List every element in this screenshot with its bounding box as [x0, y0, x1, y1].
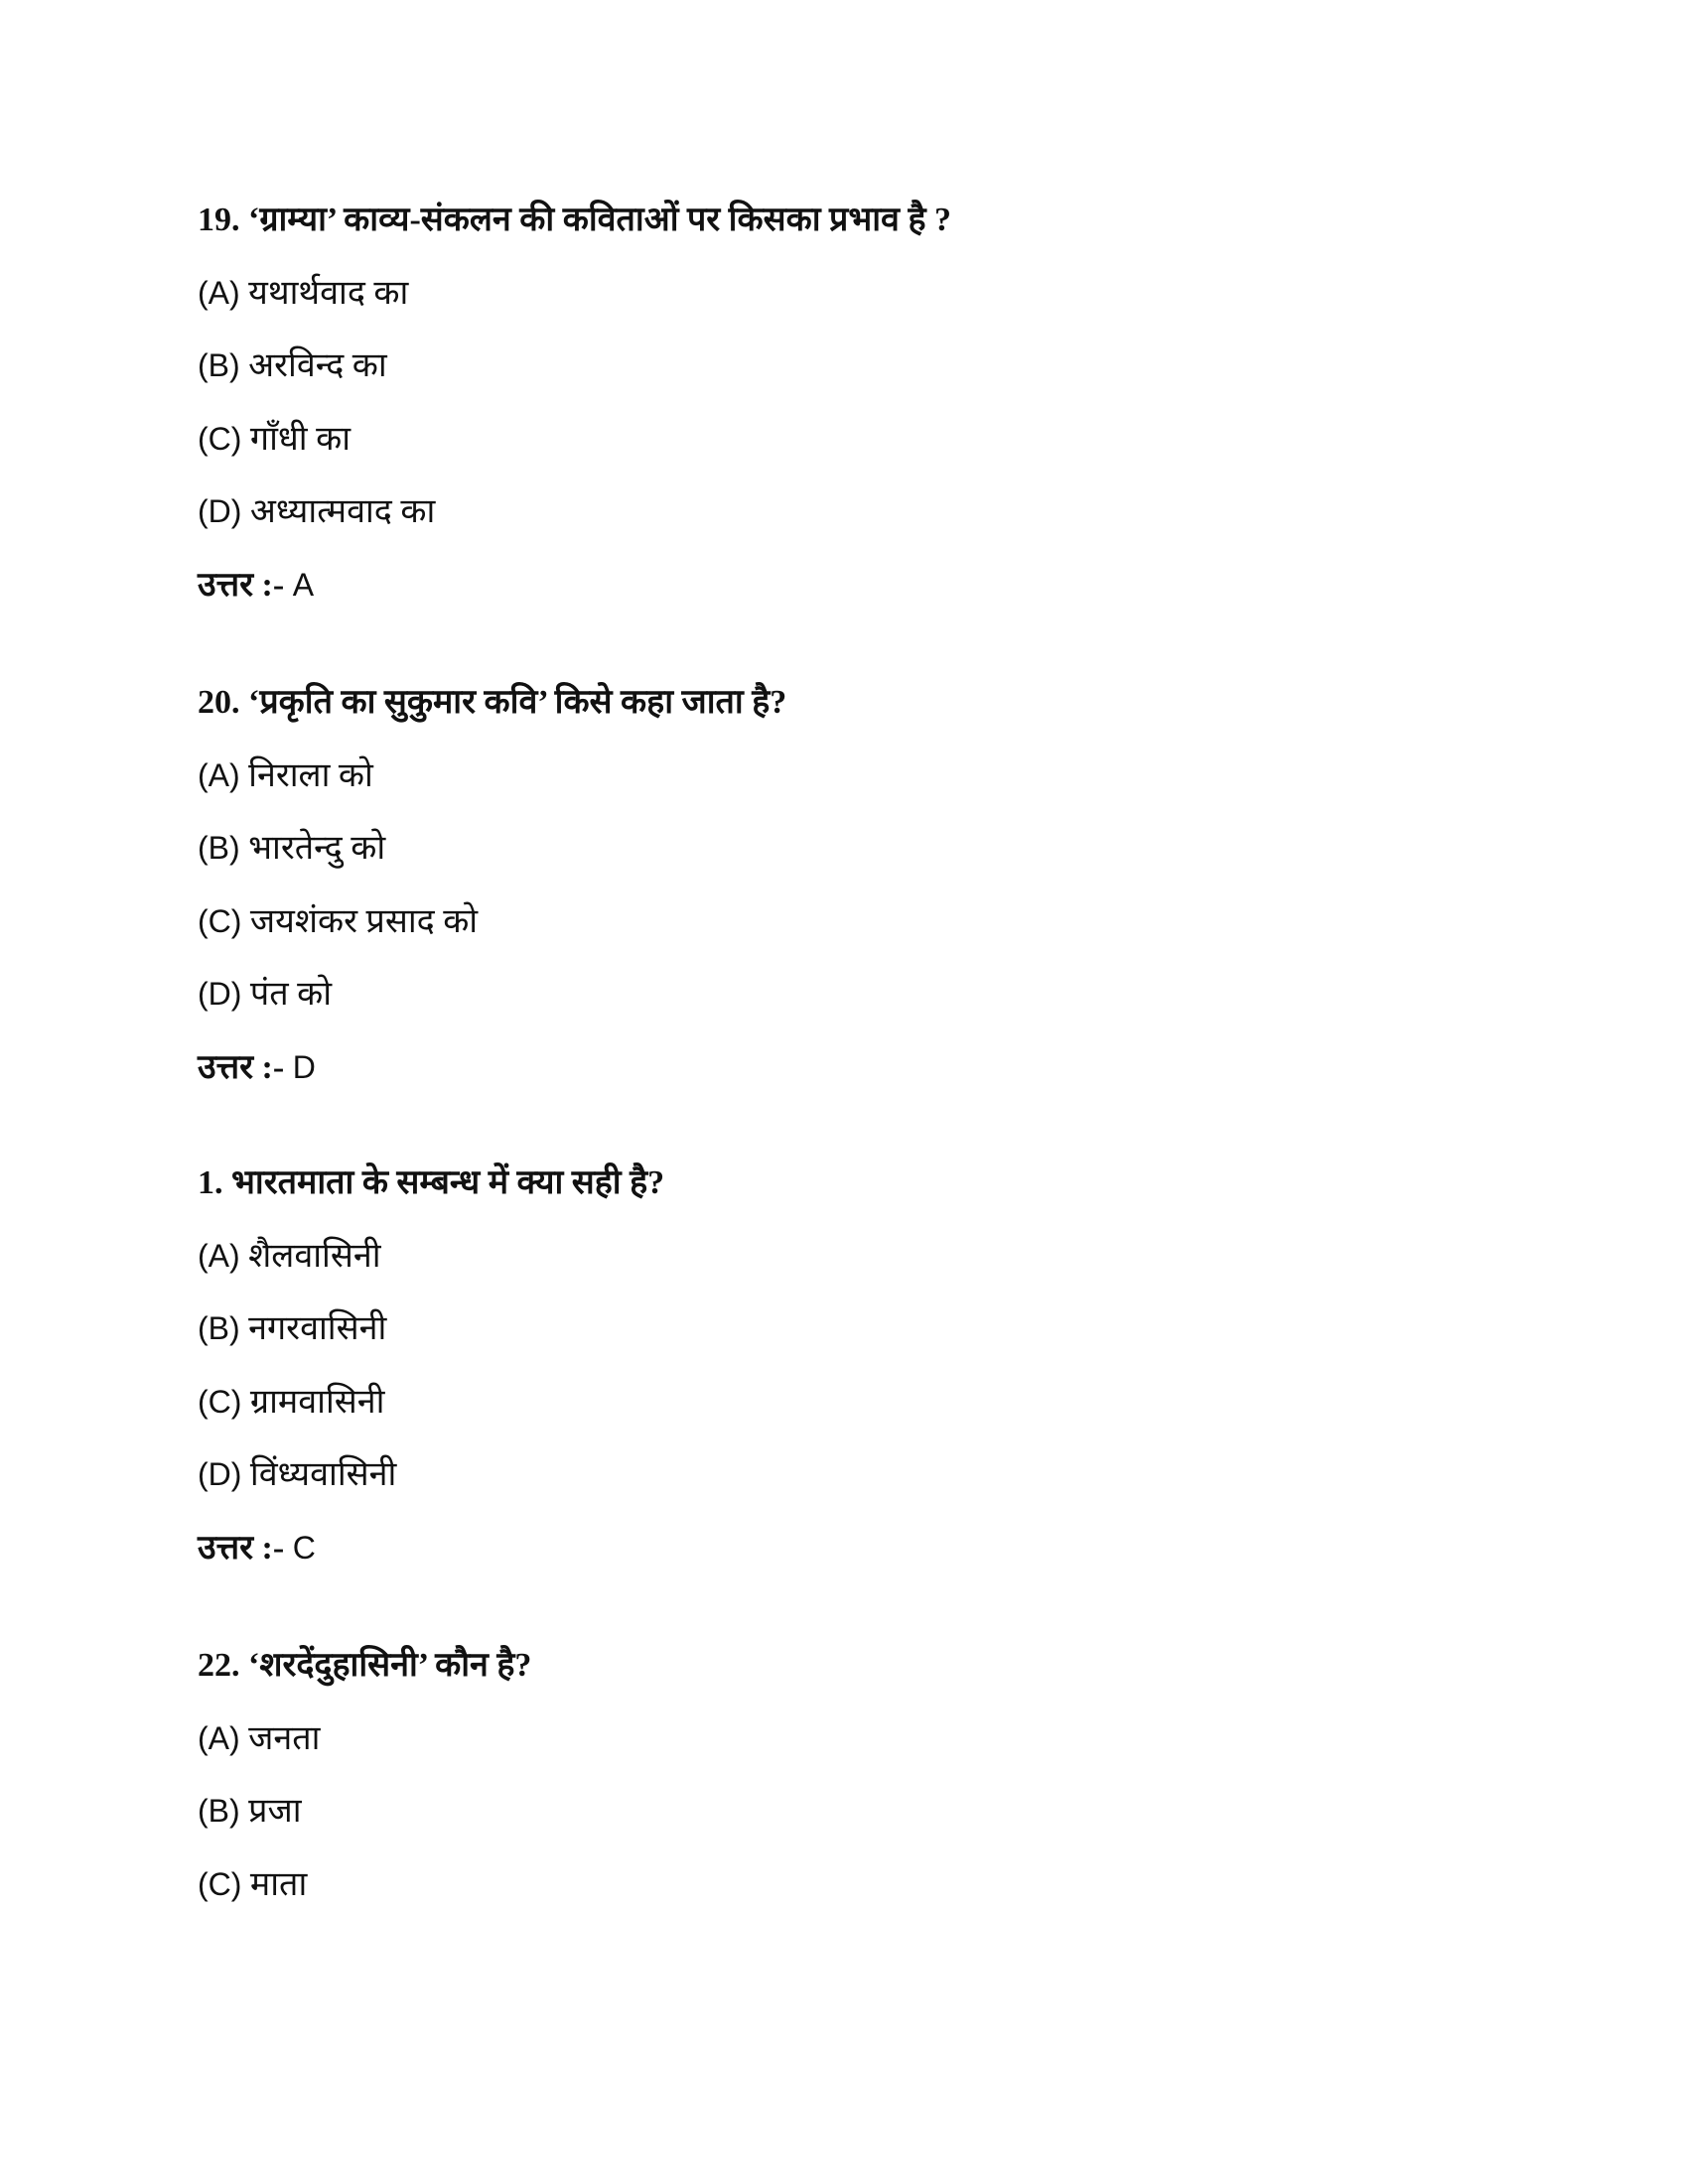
option-text: निराला को — [248, 756, 373, 794]
option-label: (C) — [198, 1865, 242, 1902]
option-item — [198, 476, 1488, 549]
option-item — [198, 1775, 1488, 1848]
option-text: भारतेन्दु को — [248, 830, 386, 868]
option-item — [198, 1848, 1488, 1922]
answer-value: A — [292, 566, 315, 603]
answer-line — [198, 1512, 1488, 1585]
answer-label: उत्तर :- — [198, 566, 285, 604]
option-label: (B) — [198, 347, 240, 384]
option-text: गाँधी का — [249, 420, 352, 458]
answer-value: D — [292, 1048, 316, 1085]
option-text: प्रजा — [248, 1793, 302, 1831]
option-label: (B) — [198, 1793, 240, 1830]
option-item — [198, 257, 1488, 331]
option-label: (D) — [198, 1456, 242, 1493]
answer-label: उत्तर :- — [198, 1048, 285, 1086]
question-number: 19. — [198, 202, 240, 238]
question-text — [198, 1147, 1488, 1220]
option-item — [198, 958, 1488, 1031]
question-body: ‘ग्राम्या’ काव्य-संकलन की कविताओं पर किसका प्रभाव है ? — [248, 202, 952, 238]
option-label: (A) — [198, 756, 240, 793]
option-text: अरविन्द का — [248, 347, 387, 385]
option-item — [198, 1366, 1488, 1439]
option-text: माता — [249, 1865, 308, 1903]
option-item — [198, 812, 1488, 886]
option-text: विंध्यवासिनी — [249, 1456, 397, 1494]
option-label: (C) — [198, 1383, 242, 1420]
option-item — [198, 403, 1488, 477]
option-text: जनता — [248, 1719, 321, 1757]
option-item — [198, 1220, 1488, 1294]
option-text: शैलवासिनी — [248, 1237, 381, 1275]
option-item — [198, 886, 1488, 959]
option-item — [198, 740, 1488, 813]
question-text — [198, 184, 1488, 257]
option-label: (A) — [198, 274, 240, 311]
option-label: (D) — [198, 493, 242, 530]
question-text — [198, 666, 1488, 740]
option-text: ग्रामवासिनी — [249, 1383, 385, 1421]
option-text: नगरवासिनी — [248, 1310, 387, 1348]
question-body: भारतमाता के सम्बन्ध में क्या सही है? — [231, 1164, 665, 1201]
option-item — [198, 1703, 1488, 1776]
question-block — [198, 1629, 1488, 1921]
option-text: जयशंकर प्रसाद को — [249, 902, 479, 940]
option-text: यथार्थवाद का — [248, 274, 409, 312]
question-number: 1. — [198, 1164, 223, 1201]
option-label: (B) — [198, 830, 240, 867]
option-text: पंत को — [249, 976, 333, 1014]
option-label: (B) — [198, 1310, 240, 1347]
question-block — [198, 666, 1488, 1105]
question-number: 22. — [198, 1647, 240, 1684]
option-item — [198, 1293, 1488, 1366]
question-block — [198, 1147, 1488, 1585]
option-label: (C) — [198, 902, 242, 939]
answer-line — [198, 1031, 1488, 1105]
question-number: 20. — [198, 684, 240, 721]
question-block — [198, 184, 1488, 622]
answer-value: C — [292, 1529, 316, 1566]
question-text — [198, 1629, 1488, 1703]
option-item — [198, 330, 1488, 403]
option-label: (C) — [198, 420, 242, 457]
option-text: अध्यात्मवाद का — [249, 493, 436, 531]
option-label: (A) — [198, 1719, 240, 1756]
option-label: (D) — [198, 976, 242, 1013]
answer-label: उत्तर :- — [198, 1529, 285, 1567]
question-body: ‘शरदेंदुहासिनी’ कौन है? — [248, 1647, 532, 1684]
question-body: ‘प्रकृति का सुकुमार कवि’ किसे कहा जाता है? — [248, 684, 787, 721]
option-label: (A) — [198, 1237, 240, 1274]
option-item — [198, 1438, 1488, 1512]
answer-line — [198, 549, 1488, 622]
